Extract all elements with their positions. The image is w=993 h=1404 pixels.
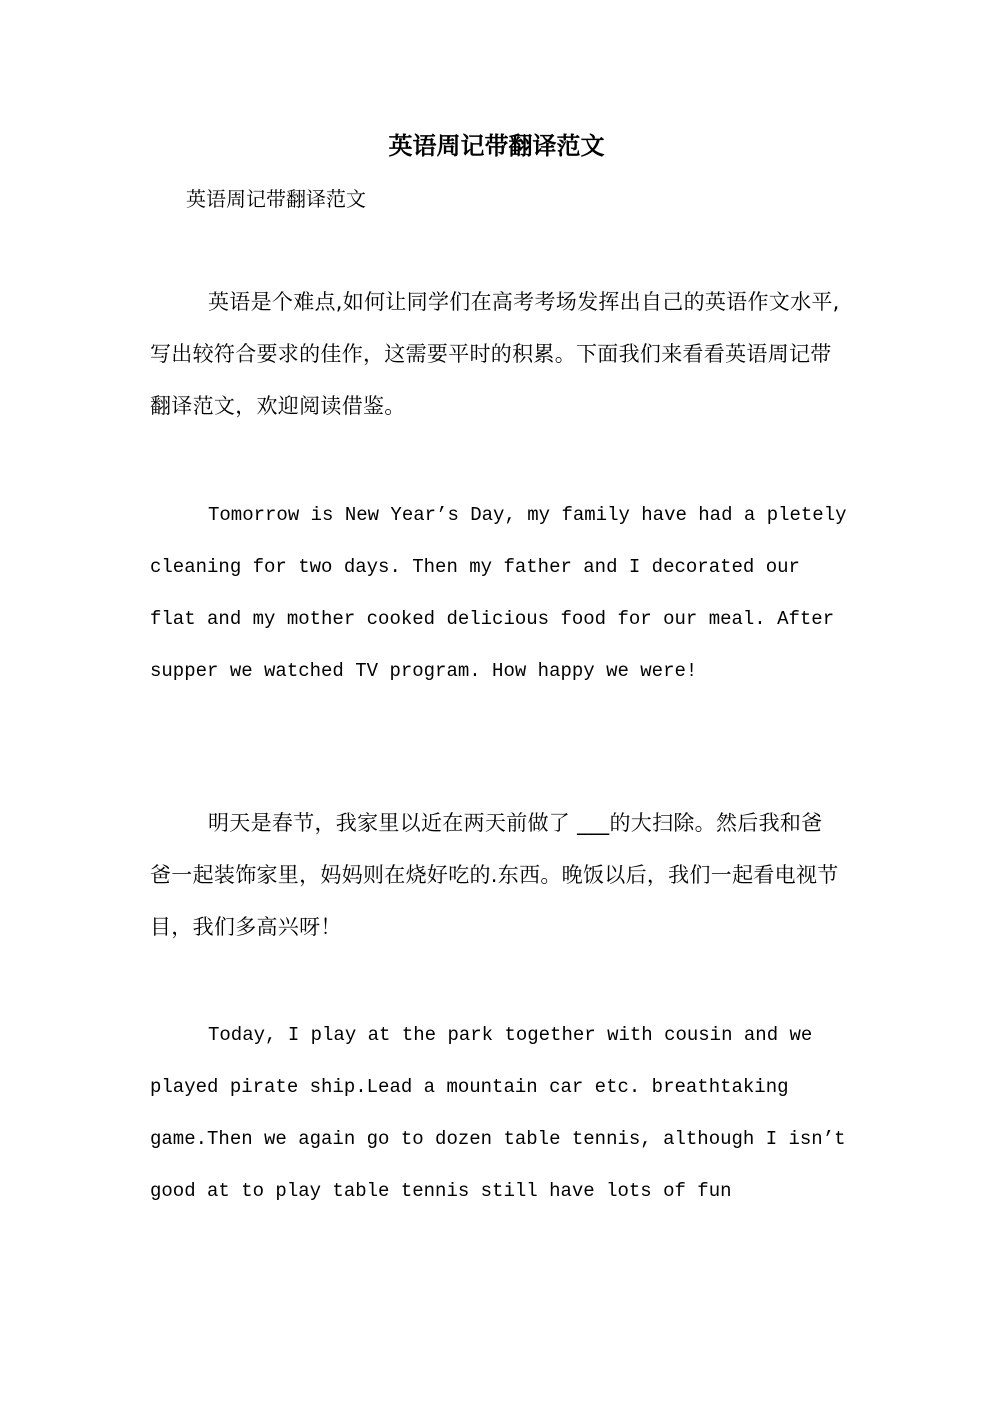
- chinese-translation-paragraph-1: 明天是春节，我家里以近在两天前做了 ___的大扫除。然后我和爸爸一起装饰家里，妈妈则在烧好吃的.东西。晚饭以后，我们一起看电视节目，我们多高兴呀！: [150, 811, 839, 939]
- english-paragraph-2: Today, I play at the park together with cousin and we played pirate ship.Lead a mountain car etc. breathtaking game.Then we again go to dozen table tennis, although I isn’t good at to play table tennis still have lots of fun: [150, 1024, 846, 1202]
- document-title: 英语周记带翻译范文: [388, 131, 605, 160]
- intro-paragraph: 英语是个难点,如何让同学们在高考考场发挥出自己的英语作文水平,写出较符合要求的佳作，这需要平时的积累。下面我们来看看英语周记带翻译范文，欢迎阅读借鉴。: [150, 290, 840, 418]
- english-paragraph-1: Tomorrow is New Year’s Day, my family have had a pletely cleaning for two days. Then my father and I decorated our flat and my mother cooked delicious food for our meal. After supper we watched TV program. How happy we were!: [150, 504, 847, 682]
- document-subtitle: 英语周记带翻译范文: [186, 187, 366, 211]
